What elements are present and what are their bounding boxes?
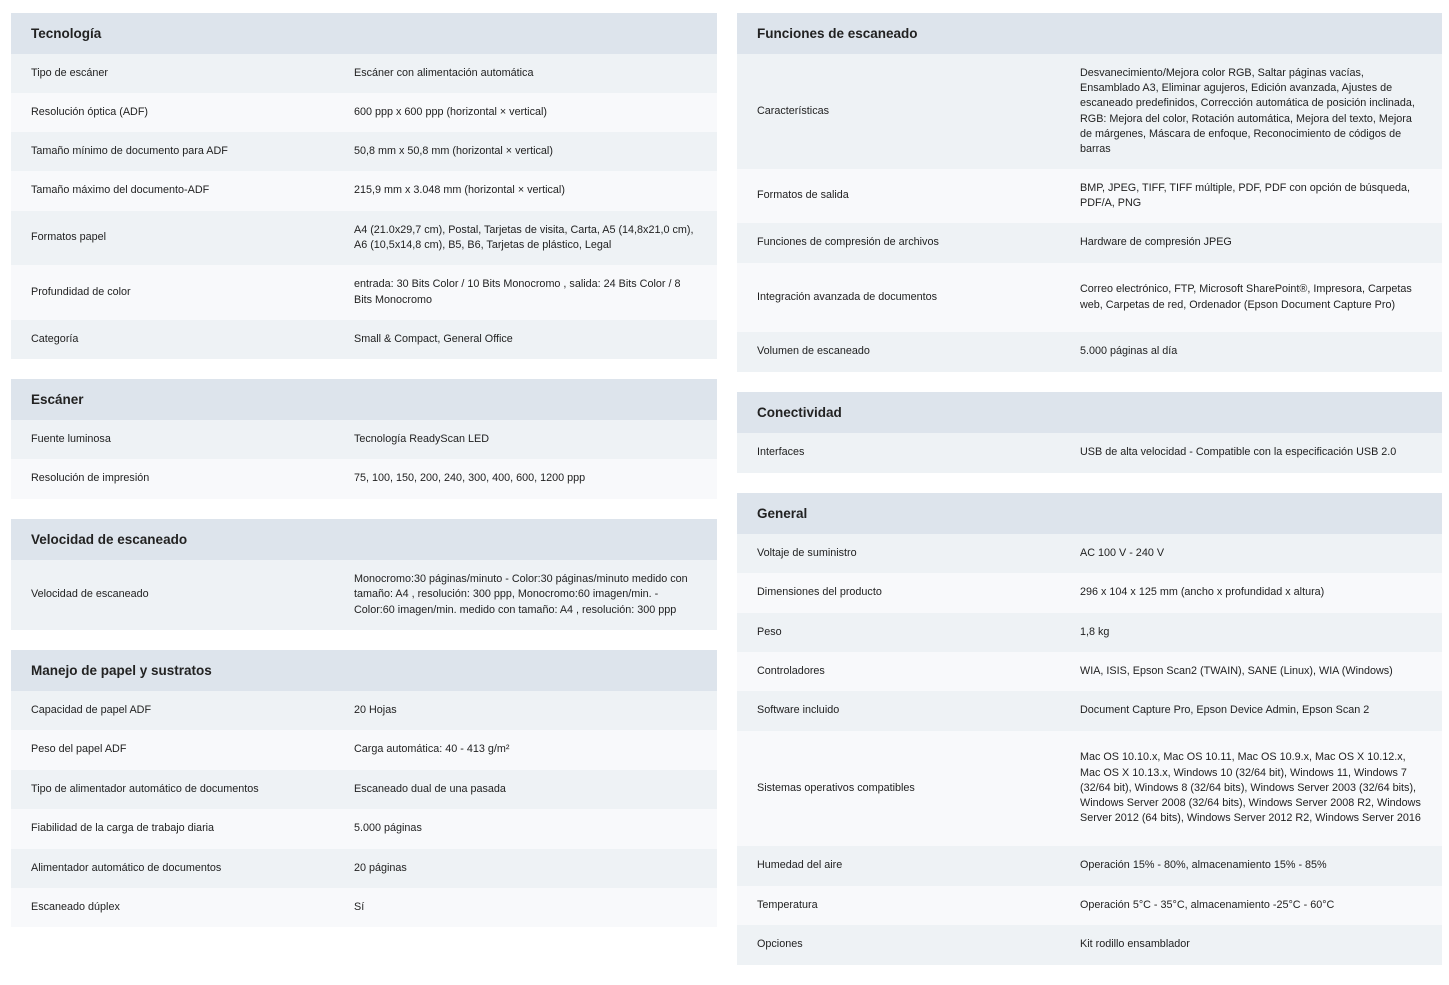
spec-value: 215,9 mm x 3.048 mm (horizontal × vertical) xyxy=(354,184,565,197)
right-column xyxy=(737,13,1442,985)
spec-label: Opciones xyxy=(757,938,803,951)
spec-value: Small & Compact, General Office xyxy=(354,332,513,345)
spec-value: 75, 100, 150, 200, 240, 300, 400, 600, 1200 ppp xyxy=(354,472,586,485)
spec-label: Resolución óptica (ADF) xyxy=(31,105,149,118)
spec-value: BMP, JPEG, TIFF, TIFF múltiple, PDF, PDF con opción de búsqueda, PDF/A, PNG xyxy=(1080,181,1411,209)
spec-row xyxy=(737,54,1442,169)
spec-label: Peso xyxy=(757,625,782,638)
spec-row xyxy=(737,332,1442,372)
spec-row xyxy=(737,223,1442,263)
spec-row xyxy=(737,925,1442,965)
spec-label: Alimentador automático de documentos xyxy=(31,861,222,874)
spec-row xyxy=(737,691,1442,731)
spec-label: Profundidad de color xyxy=(31,285,131,298)
spec-table xyxy=(11,54,717,359)
spec-row xyxy=(11,809,717,849)
spec-label: Volumen de escaneado xyxy=(757,345,870,358)
spec-row xyxy=(737,886,1442,925)
spec-value: 1,8 kg xyxy=(1080,625,1110,638)
spec-row xyxy=(11,265,717,320)
spec-value: 600 ppp x 600 ppp (horizontal × vertical) xyxy=(354,105,547,118)
spec-value: 20 Hojas xyxy=(354,703,397,716)
spec-value: Carga automática: 40 - 413 g/m² xyxy=(354,743,510,756)
spec-row xyxy=(11,459,717,499)
spec-label: Fuente luminosa xyxy=(31,432,111,445)
spec-label: Temperatura xyxy=(757,898,818,911)
spec-row xyxy=(737,263,1442,332)
spec-value: 20 páginas xyxy=(354,861,407,874)
spec-row xyxy=(11,730,717,770)
spec-value: Document Capture Pro, Epson Device Admin, Epson Scan 2 xyxy=(1080,704,1370,717)
spec-row xyxy=(11,171,717,211)
spec-value: Escáner con alimentación automática xyxy=(354,66,534,79)
spec-row xyxy=(11,320,717,359)
spec-label: Características xyxy=(757,104,829,117)
section-title: Funciones de escaneado xyxy=(737,13,1442,54)
section-title: General xyxy=(737,493,1442,534)
spec-label: Resolución de impresión xyxy=(31,472,150,485)
section-title: Velocidad de escaneado xyxy=(11,519,717,560)
spec-label: Dimensiones del producto xyxy=(757,586,882,599)
spec-value: Hardware de compresión JPEG xyxy=(1080,236,1232,249)
spec-label: Formatos papel xyxy=(31,231,107,244)
spec-label: Capacidad de papel ADF xyxy=(31,703,152,716)
spec-label: Tipo de alimentador automático de documentos xyxy=(31,782,259,795)
spec-label: Peso del papel ADF xyxy=(31,743,127,756)
spec-row xyxy=(737,613,1442,652)
spec-value: Operación 5°C - 35°C, almacenamiento -25°C - 60°C xyxy=(1080,898,1335,911)
spec-table xyxy=(11,691,717,927)
spec-row xyxy=(11,132,717,171)
spec-value: 5.000 páginas xyxy=(354,822,422,835)
spec-row xyxy=(11,420,717,459)
section-title: Tecnología xyxy=(11,13,717,54)
spec-table xyxy=(737,534,1442,965)
spec-label: Humedad del aire xyxy=(757,859,843,872)
spec-label: Software incluido xyxy=(757,704,840,717)
spec-row xyxy=(737,534,1442,573)
spec-section-tecnologia xyxy=(11,13,717,359)
spec-value: Monocromo:30 páginas/minuto - Color:30 páginas/minuto medido con tamaño: A4 , resolución: 300 ppp, Monocromo:60 imagen/min. - Color:60 imagen/min. medido con tamaño: A4 , resolución: 300 ppp xyxy=(354,573,688,616)
spec-value: USB de alta velocidad - Compatible con la especificación USB 2.0 xyxy=(1080,446,1397,459)
spec-row xyxy=(11,888,717,927)
spec-table xyxy=(737,54,1442,372)
spec-value: AC 100 V - 240 V xyxy=(1080,546,1165,559)
spec-value: Operación 15% - 80%, almacenamiento 15% - 85% xyxy=(1080,859,1327,872)
spec-value: 5.000 páginas al día xyxy=(1080,345,1178,358)
section-title: Manejo de papel y sustratos xyxy=(11,650,717,691)
spec-label: Controladores xyxy=(757,664,825,677)
spec-value: WIA, ISIS, Epson Scan2 (TWAIN), SANE (Linux), WIA (Windows) xyxy=(1080,664,1393,677)
spec-label: Voltaje de suministro xyxy=(757,546,857,559)
spec-table xyxy=(11,420,717,499)
left-column xyxy=(11,13,717,947)
spec-label: Interfaces xyxy=(757,446,805,459)
spec-label: Tipo de escáner xyxy=(31,66,109,79)
spec-section-manejo-de-papel-y-sustratos xyxy=(11,650,717,927)
spec-value: 50,8 mm x 50,8 mm (horizontal × vertical) xyxy=(354,144,553,157)
spec-row xyxy=(737,573,1442,613)
spec-value: A4 (21.0x29,7 cm), Postal, Tarjetas de visita, Carta, A5 (14,8x21,0 cm), A6 (10,5x14,8 cm), B5, B6, Tarjetas de plástico, Legal xyxy=(354,223,694,251)
spec-section-funciones-de-escaneado xyxy=(737,13,1442,372)
spec-value: 296 x 104 x 125 mm (ancho x profundidad x altura) xyxy=(1080,586,1325,599)
spec-value: Tecnología ReadyScan LED xyxy=(354,432,490,445)
spec-label: Escaneado dúplex xyxy=(31,900,120,913)
spec-row xyxy=(11,54,717,93)
spec-section-general xyxy=(737,493,1442,965)
section-title: Conectividad xyxy=(737,392,1442,433)
spec-value: Sí xyxy=(354,900,365,913)
spec-row xyxy=(11,770,717,809)
spec-value: Mac OS 10.10.x, Mac OS 10.11, Mac OS 10.9.x, Mac OS X 10.12.x, Mac OS X 10.13.x, Windows 10 (32/64 bit), Windows 11, Windows 7 (32/64 bit), Windows 8 (32/64 bits), Windows Server 2003 (32/64 bits), Windows Server 2008 (32/64 bits), Windows Server 2008 R2, Windows Server 2012 (64 bits), Windows Server 2012 R2, Windows Server 2016 xyxy=(1080,751,1421,825)
spec-value: Escaneado dual de una pasada xyxy=(354,782,506,795)
spec-table xyxy=(737,433,1442,473)
spec-label: Tamaño máximo del documento-ADF xyxy=(31,184,210,197)
spec-row xyxy=(11,849,717,888)
spec-label: Funciones de compresión de archivos xyxy=(757,236,939,249)
section-title: Escáner xyxy=(11,379,717,420)
spec-value: Desvanecimiento/Mejora color RGB, Saltar páginas vacías, Ensamblado A3, Eliminar agujeros, Edición avanzada, Ajustes de escaneado predefinidos, Corrección automática de posición inclinada, RGB: Mejora del color, Rotación automática, Mejora del texto, Mejora de márgenes, Máscara de enfoque, Reconocimiento de códigos de barras xyxy=(1080,66,1415,155)
spec-row xyxy=(11,211,717,265)
spec-row xyxy=(11,93,717,132)
spec-label: Sistemas operativos compatibles xyxy=(757,781,915,794)
spec-label: Velocidad de escaneado xyxy=(31,588,149,601)
spec-row xyxy=(737,846,1442,886)
spec-section-escaner xyxy=(11,379,717,499)
spec-value: entrada: 30 Bits Color / 10 Bits Monocromo , salida: 24 Bits Color / 8 Bits Monocromo xyxy=(354,278,681,306)
spec-table xyxy=(11,560,717,630)
spec-row xyxy=(737,731,1442,846)
spec-label: Formatos de salida xyxy=(757,189,849,202)
spec-label: Tamaño mínimo de documento para ADF xyxy=(31,144,228,157)
spec-section-conectividad xyxy=(737,392,1442,473)
spec-row xyxy=(737,169,1442,223)
spec-value: Correo electrónico, FTP, Microsoft SharePoint®, Impresora, Carpetas web, Carpetas de red, Ordenador (Epson Document Capture Pro) xyxy=(1080,283,1412,311)
spec-row xyxy=(737,433,1442,473)
spec-row xyxy=(11,691,717,730)
spec-label: Integración avanzada de documentos xyxy=(757,290,938,303)
spec-section-velocidad-de-escaneado xyxy=(11,519,717,630)
spec-label: Categoría xyxy=(31,332,79,345)
spec-row xyxy=(11,560,717,630)
spec-value: Kit rodillo ensamblador xyxy=(1080,938,1190,951)
spec-row xyxy=(737,652,1442,691)
spec-label: Fiabilidad de la carga de trabajo diaria xyxy=(31,822,215,835)
